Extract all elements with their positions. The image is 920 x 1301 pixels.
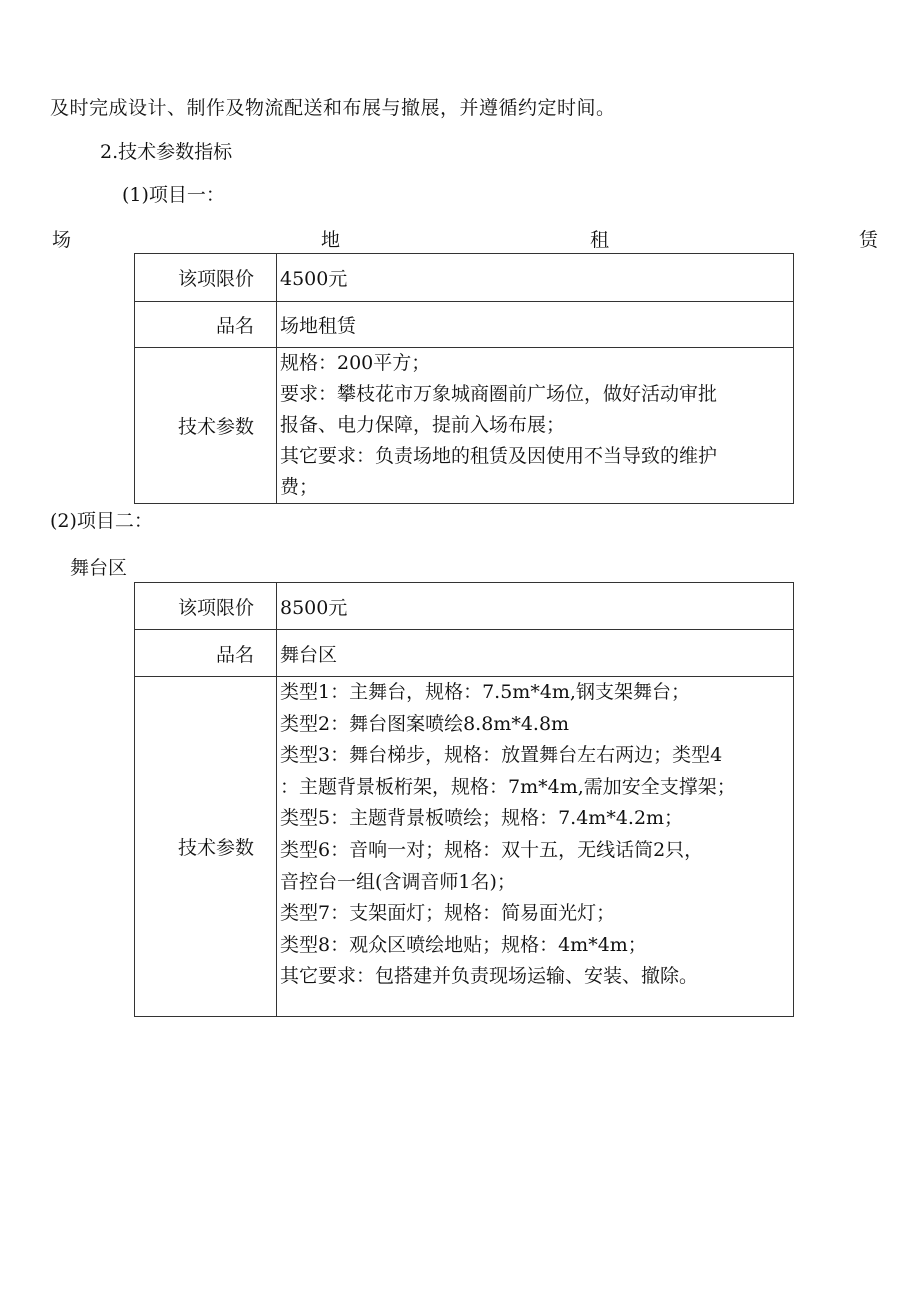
param-line: 类型3：舞台梯步，规格：放置舞台左右两边；类型4 <box>280 744 723 767</box>
name-value: 舞台区 <box>277 630 794 677</box>
name-value: 场地租赁 <box>277 302 794 348</box>
param-line: 类型2：舞台图案喷绘8.8m*4.8m <box>280 712 570 735</box>
param-line: 类型1：主舞台，规格：7.5m*4m,钢支架舞台； <box>280 681 690 703</box>
param-line: 音控台一组(含调音师1名)； <box>280 870 516 893</box>
param-line: 规格：200平方； <box>280 352 431 374</box>
spread-char: 赁 <box>858 229 878 251</box>
item1-spec-table <box>134 253 794 504</box>
param-line: ：主题背景板桁架，规格：7m*4m,需加安全支撑架； <box>280 775 736 798</box>
params-value <box>277 348 794 504</box>
item1-spread-title <box>52 228 878 252</box>
name-label: 品名 <box>135 302 277 348</box>
param-line: 费； <box>280 476 319 498</box>
param-line: 其它要求：负责场地的租赁及因使用不当导致的维护 <box>280 445 718 467</box>
item1-heading: (1)项目一： <box>122 184 225 206</box>
param-line: 要求：攀枝花市万象城商圈前广场位，做好活动审批 <box>280 383 718 405</box>
table-row <box>135 677 794 1017</box>
table-row <box>135 254 794 302</box>
spread-char: 场 <box>52 229 72 251</box>
params-value <box>277 677 794 1017</box>
params-label: 技术参数 <box>135 677 277 1017</box>
param-line: 类型5：主题背景板喷绘；规格：7.4m*4.2m； <box>280 807 684 830</box>
table-row <box>135 630 794 677</box>
price-label: 该项限价 <box>135 254 277 302</box>
item2-subheading: 舞台区 <box>70 557 128 579</box>
param-line: 类型6：音响一对；规格：双十五，无线话筒2只， <box>280 838 704 861</box>
item2-heading: (2)项目二： <box>50 510 153 532</box>
section-heading: 2.技术参数指标 <box>100 141 233 163</box>
param-line: 报备、电力保障，提前入场布展； <box>280 414 566 436</box>
spread-char: 地 <box>320 229 340 251</box>
name-label: 品名 <box>135 630 277 677</box>
price-value: 4500元 <box>277 254 794 302</box>
price-value: 8500元 <box>277 583 794 630</box>
param-line: 其它要求：包搭建并负责现场运输、安装、撤除。 <box>280 965 699 988</box>
table-row <box>135 302 794 348</box>
param-line: 类型8：观众区喷绘地贴；规格：4m*4m； <box>280 933 647 956</box>
spread-char: 租 <box>589 229 609 251</box>
price-label: 该项限价 <box>135 583 277 630</box>
params-label: 技术参数 <box>135 348 277 504</box>
intro-paragraph: 及时完成设计、制作及物流配送和布展与撤展，并遵循约定时间。 <box>50 97 616 119</box>
item2-spec-table <box>134 582 794 1017</box>
table-row <box>135 348 794 504</box>
table-row <box>135 583 794 630</box>
param-line: 类型7：支架面灯；规格：简易面光灯； <box>280 902 616 925</box>
